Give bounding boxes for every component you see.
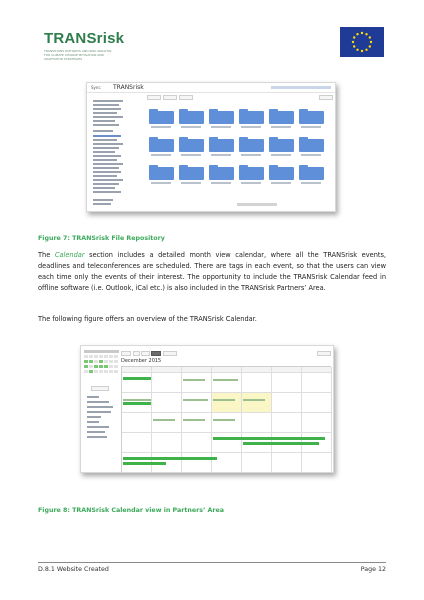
- calendar-day-cell: [182, 413, 212, 433]
- mini-day: [104, 365, 108, 368]
- tag-line: [87, 401, 109, 403]
- mini-day: [84, 360, 88, 363]
- sidebar-line: [93, 130, 113, 132]
- folder-icon: [299, 111, 324, 124]
- calendar-day-cell: [302, 453, 332, 473]
- repository-new-button: [147, 95, 161, 100]
- mini-day: [94, 355, 98, 358]
- calendar-day-cell: [182, 393, 212, 413]
- footer-rule: [38, 562, 386, 563]
- repository-folder-grid: [149, 107, 333, 197]
- repository-topbar: [87, 83, 335, 93]
- mini-day: [84, 355, 88, 358]
- mini-calendar: [84, 350, 119, 380]
- mini-day: [114, 370, 118, 373]
- calendar-day-cell: [152, 433, 182, 453]
- tag-line: [87, 421, 99, 423]
- overview-paragraph: The following figure offers an overview of the TRANSrisk Calendar.: [38, 315, 257, 323]
- sidebar-line: [93, 191, 121, 193]
- mini-day: [104, 360, 108, 363]
- calendar-today-button: [121, 351, 131, 356]
- calendar-month-view: [121, 348, 333, 472]
- calendar-day-cell: [122, 373, 152, 393]
- sidebar-line-selected: [93, 135, 121, 137]
- footer-page-number: Page 12: [360, 566, 386, 573]
- calendar-day-cell: [302, 373, 332, 393]
- mini-day: [84, 365, 88, 368]
- calendar-event-text: [213, 399, 235, 401]
- paragraph-text: The: [38, 251, 55, 259]
- sidebar-line: [93, 171, 121, 173]
- calendar-day-cell: [152, 393, 182, 413]
- eu-flag-icon: [340, 27, 384, 57]
- calendar-day-cell: [272, 373, 302, 393]
- calendar-day-cell: [302, 413, 332, 433]
- calendar-export-button: [317, 351, 331, 356]
- calendar-day-cell: [182, 433, 212, 453]
- sidebar-line: [93, 159, 117, 161]
- sidebar-line: [93, 120, 115, 122]
- calendar-event-text: [213, 419, 235, 421]
- calendar-day-cell: [212, 453, 242, 473]
- mini-day: [109, 370, 113, 373]
- calendar-sidebar: [83, 348, 121, 472]
- mini-calendar-header: [84, 350, 119, 353]
- folder-icon: [269, 111, 294, 124]
- mini-day: [89, 355, 93, 358]
- calendar-event: [123, 457, 217, 460]
- calendar-month-title: December 2015: [121, 358, 162, 364]
- footer-document-id: D.8.1 Website Created: [38, 566, 109, 573]
- sidebar-line: [93, 147, 119, 149]
- calendar-event-text: [153, 419, 175, 421]
- calendar-event: [123, 402, 151, 405]
- mini-day: [89, 360, 93, 363]
- mini-day: [109, 360, 113, 363]
- calendar-event-text: [183, 379, 205, 381]
- calendar-event-text: [183, 399, 208, 401]
- mini-day: [84, 370, 88, 373]
- calendar-day-cell: [122, 413, 152, 433]
- calendar-day-cell: [242, 413, 272, 433]
- sidebar-line: [93, 112, 117, 114]
- sidebar-line: [93, 143, 123, 145]
- mini-day: [114, 365, 118, 368]
- sidebar-line: [93, 155, 121, 157]
- sidebar-line: [93, 179, 123, 181]
- folder-icon: [179, 139, 204, 152]
- logo-text: TRANSrisk: [44, 30, 125, 47]
- calendar-event: [213, 437, 325, 440]
- sidebar-line: [93, 183, 119, 185]
- sidebar-line: [93, 203, 111, 205]
- folder-icon: [179, 167, 204, 180]
- folder-icon: [209, 139, 234, 152]
- calendar-day-cell: [212, 433, 242, 453]
- tag-line: [87, 436, 107, 438]
- mini-day: [114, 360, 118, 363]
- sidebar-line: [93, 187, 115, 189]
- folder-icon: [269, 139, 294, 152]
- sidebar-line: [93, 124, 119, 126]
- paragraph-text: section includes a detailed month view calendar, where all the TRANSrisk events, deadlines and teleconferences are scheduled. There are tags in each event, so that the users can view each time only the events of their interest. The opportunity to include the TRANSrisk Calendar feed in offline software (i.e. Outlook, iCal etc.) is also included in the TRANSrisk Partners’ Area.: [38, 251, 386, 292]
- mini-day: [109, 365, 113, 368]
- mini-day: [104, 370, 108, 373]
- folder-icon: [239, 111, 264, 124]
- calendar-screenshot: [80, 345, 334, 473]
- folder-icon: [299, 139, 324, 152]
- repository-upload-button: [163, 95, 177, 100]
- calendar-day-cell: [152, 373, 182, 393]
- folder-icon: [179, 111, 204, 124]
- repository-pager: [237, 203, 277, 206]
- sidebar-line: [93, 167, 119, 169]
- mini-day: [94, 365, 98, 368]
- calendar-options-button: [163, 351, 177, 356]
- mini-day: [89, 370, 93, 373]
- calendar-grid: [121, 366, 331, 472]
- calendar-week-button: [141, 351, 150, 356]
- repository-sidebar: [89, 97, 139, 209]
- tag-line: [87, 396, 99, 398]
- repository-brand: Sync: [91, 85, 101, 90]
- sidebar-line: [93, 139, 117, 141]
- calendar-day-button: [133, 351, 140, 356]
- sidebar-line: [93, 104, 119, 106]
- repository-user-menu: [271, 86, 331, 89]
- sidebar-line: [93, 100, 123, 102]
- tag-line: [87, 426, 109, 428]
- transrisk-logo: [42, 30, 125, 70]
- calendar-day-cell: [182, 373, 212, 393]
- mini-day: [104, 355, 108, 358]
- sidebar-line: [93, 116, 123, 118]
- repository-action-button: [179, 95, 193, 100]
- calendar-day-cell: [242, 453, 272, 473]
- logo-tagline: TRANSITIONS PATHWAYS AND RISK ANALYSIS FOR CLIMATE CHANGE MITIGATION AND ADAPTATION STRATEGIES: [44, 49, 112, 61]
- folder-icon: [149, 139, 174, 152]
- calendar-day-cell: [242, 373, 272, 393]
- mini-day: [99, 360, 103, 363]
- folder-icon: [149, 111, 174, 124]
- mini-day: [99, 355, 103, 358]
- calendar-day-cell: [242, 393, 272, 413]
- repository-view-button: [319, 95, 333, 100]
- calendar-link[interactable]: Calendar: [54, 251, 85, 259]
- calendar-day-cell: [302, 393, 332, 413]
- file-repository-screenshot: [86, 82, 336, 212]
- folder-icon: [149, 167, 174, 180]
- calendar-event-text: [123, 399, 151, 401]
- calendar-event-text: [243, 399, 265, 401]
- calendar-day-cell: [212, 393, 242, 413]
- mini-day: [114, 355, 118, 358]
- sidebar-line: [93, 108, 121, 110]
- mini-day: [94, 360, 98, 363]
- tag-line: [87, 411, 111, 413]
- mini-day: [89, 365, 93, 368]
- calendar-day-cell: [182, 453, 212, 473]
- calendar-day-cell: [272, 393, 302, 413]
- folder-icon: [209, 167, 234, 180]
- folder-icon: [239, 139, 264, 152]
- sidebar-line: [93, 163, 123, 165]
- create-event-button: [91, 386, 109, 391]
- calendar-event-text: [213, 379, 238, 381]
- eu-stars: [340, 27, 384, 57]
- calendar-event: [123, 462, 166, 465]
- tag-line: [87, 431, 105, 433]
- sidebar-line: [93, 151, 115, 153]
- figure-8-caption: Figure 8: TRANSrisk Calendar view in Partners’ Area: [38, 507, 225, 514]
- calendar-month-button: [151, 351, 161, 356]
- calendar-event: [243, 442, 319, 445]
- repository-title: TRANSrisk: [113, 84, 144, 91]
- folder-icon: [299, 167, 324, 180]
- calendar-event-text: [183, 419, 205, 421]
- mini-day: [109, 355, 113, 358]
- calendar-day-cell: [272, 453, 302, 473]
- calendar-paragraph: [38, 250, 386, 294]
- tag-line: [87, 406, 113, 408]
- mini-day: [99, 370, 103, 373]
- repository-toolbar: [147, 95, 333, 101]
- calendar-day-cell: [122, 433, 152, 453]
- mini-day: [99, 365, 103, 368]
- sidebar-line: [93, 199, 113, 201]
- calendar-day-cell: [152, 413, 182, 433]
- mini-day: [94, 370, 98, 373]
- tag-line: [87, 416, 101, 418]
- figure-7-caption: Figure 7: TRANSrisk File Repository: [38, 235, 165, 242]
- calendar-event: [123, 377, 151, 380]
- folder-icon: [269, 167, 294, 180]
- calendar-day-cell: [212, 373, 242, 393]
- folder-icon: [209, 111, 234, 124]
- calendar-day-cell: [212, 413, 242, 433]
- sidebar-line: [93, 175, 117, 177]
- folder-icon: [239, 167, 264, 180]
- calendar-day-cell: [272, 413, 302, 433]
